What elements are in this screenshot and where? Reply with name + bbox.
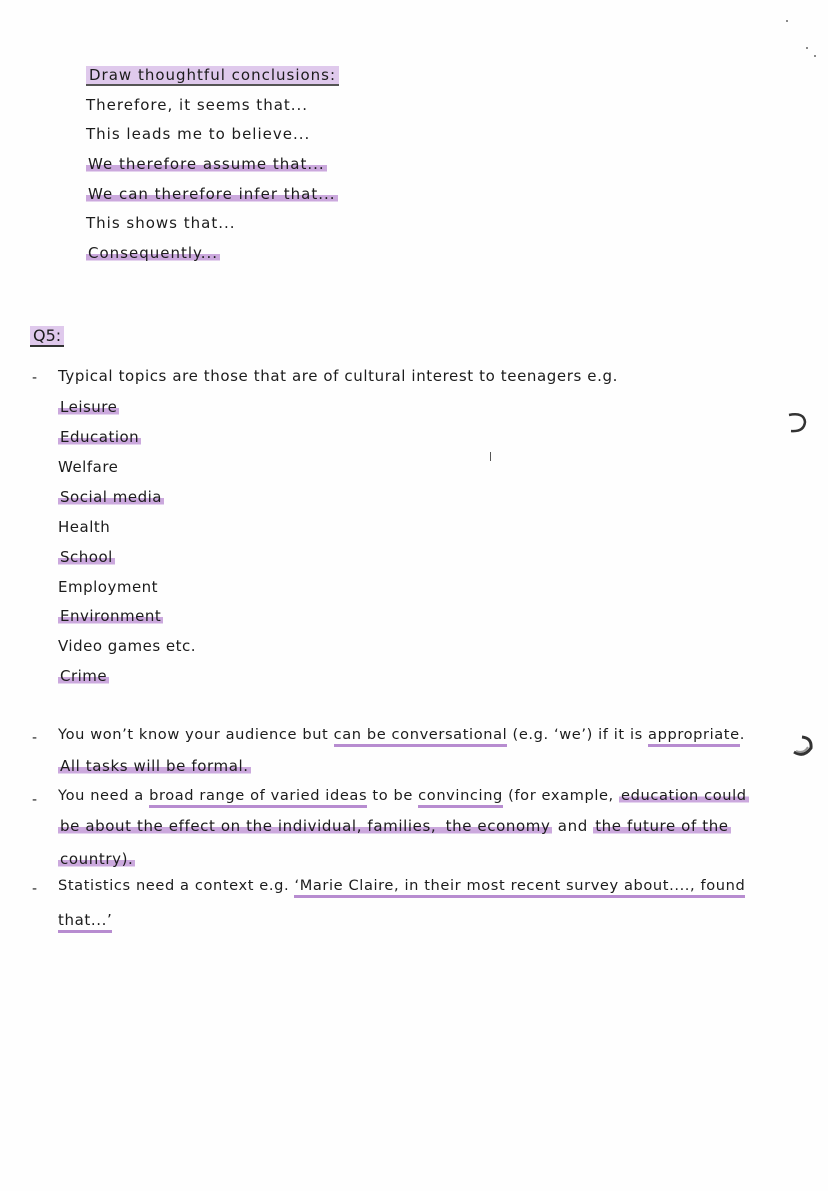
q5-intro: Typical topics are those that are of cultural interest to teenagers e.g. xyxy=(58,367,618,385)
topic-item: Health xyxy=(58,518,111,536)
ink-speck xyxy=(806,47,808,49)
topic-item: Social media xyxy=(60,488,162,506)
topic-item: Leisure xyxy=(60,398,118,416)
topic-item: Crime xyxy=(60,667,108,685)
conclusion-phrase: We can therefore infer that... xyxy=(88,185,336,203)
conclusion-phrase: We therefore assume that... xyxy=(88,155,325,173)
conclusion-phrase: Therefore, it seems that... xyxy=(86,96,309,114)
topic-item: Welfare xyxy=(58,458,119,476)
bullet-dash: - xyxy=(32,792,38,808)
pen-tick xyxy=(490,452,491,461)
ink-speck xyxy=(786,20,788,22)
bullet-statistics-line2: that...’ xyxy=(58,911,112,929)
ink-speck xyxy=(814,55,816,57)
bullet-dash: - xyxy=(32,370,38,386)
conclusion-phrase: This shows that... xyxy=(86,214,236,232)
bullet-ideas: You need a broad range of varied ideas to be convincing (for example, education could xyxy=(58,787,749,804)
bullet-audience-line2: All tasks will be formal. xyxy=(60,757,249,775)
binder-ring-icon xyxy=(790,734,816,760)
bullet-dash: - xyxy=(32,881,38,897)
q5-label: Q5: xyxy=(30,326,64,347)
bullet-audience: You won’t know your audience but can be conversational (e.g. ‘we’) if it is appropriate. xyxy=(58,726,745,743)
topic-item: Environment xyxy=(60,607,162,625)
binder-ring-icon xyxy=(784,410,810,436)
conclusion-phrase: Consequently... xyxy=(88,244,219,262)
conclusion-phrase: This leads me to believe... xyxy=(86,125,311,143)
bullet-dash: - xyxy=(32,730,38,746)
bullet-ideas-line3: country). xyxy=(60,850,134,868)
topic-item: Education xyxy=(60,428,140,446)
topic-item: School xyxy=(60,548,113,566)
topic-item: Employment xyxy=(58,578,159,596)
bullet-statistics: Statistics need a context e.g. ‘Marie Claire, in their most recent survey about...., found xyxy=(58,877,745,894)
conclusions-heading: Draw thoughtful conclusions: xyxy=(86,66,339,84)
topic-item: Video games etc. xyxy=(58,637,197,655)
bullet-ideas-line2: be about the effect on the individual, families, the economy and the future of the xyxy=(60,817,729,835)
